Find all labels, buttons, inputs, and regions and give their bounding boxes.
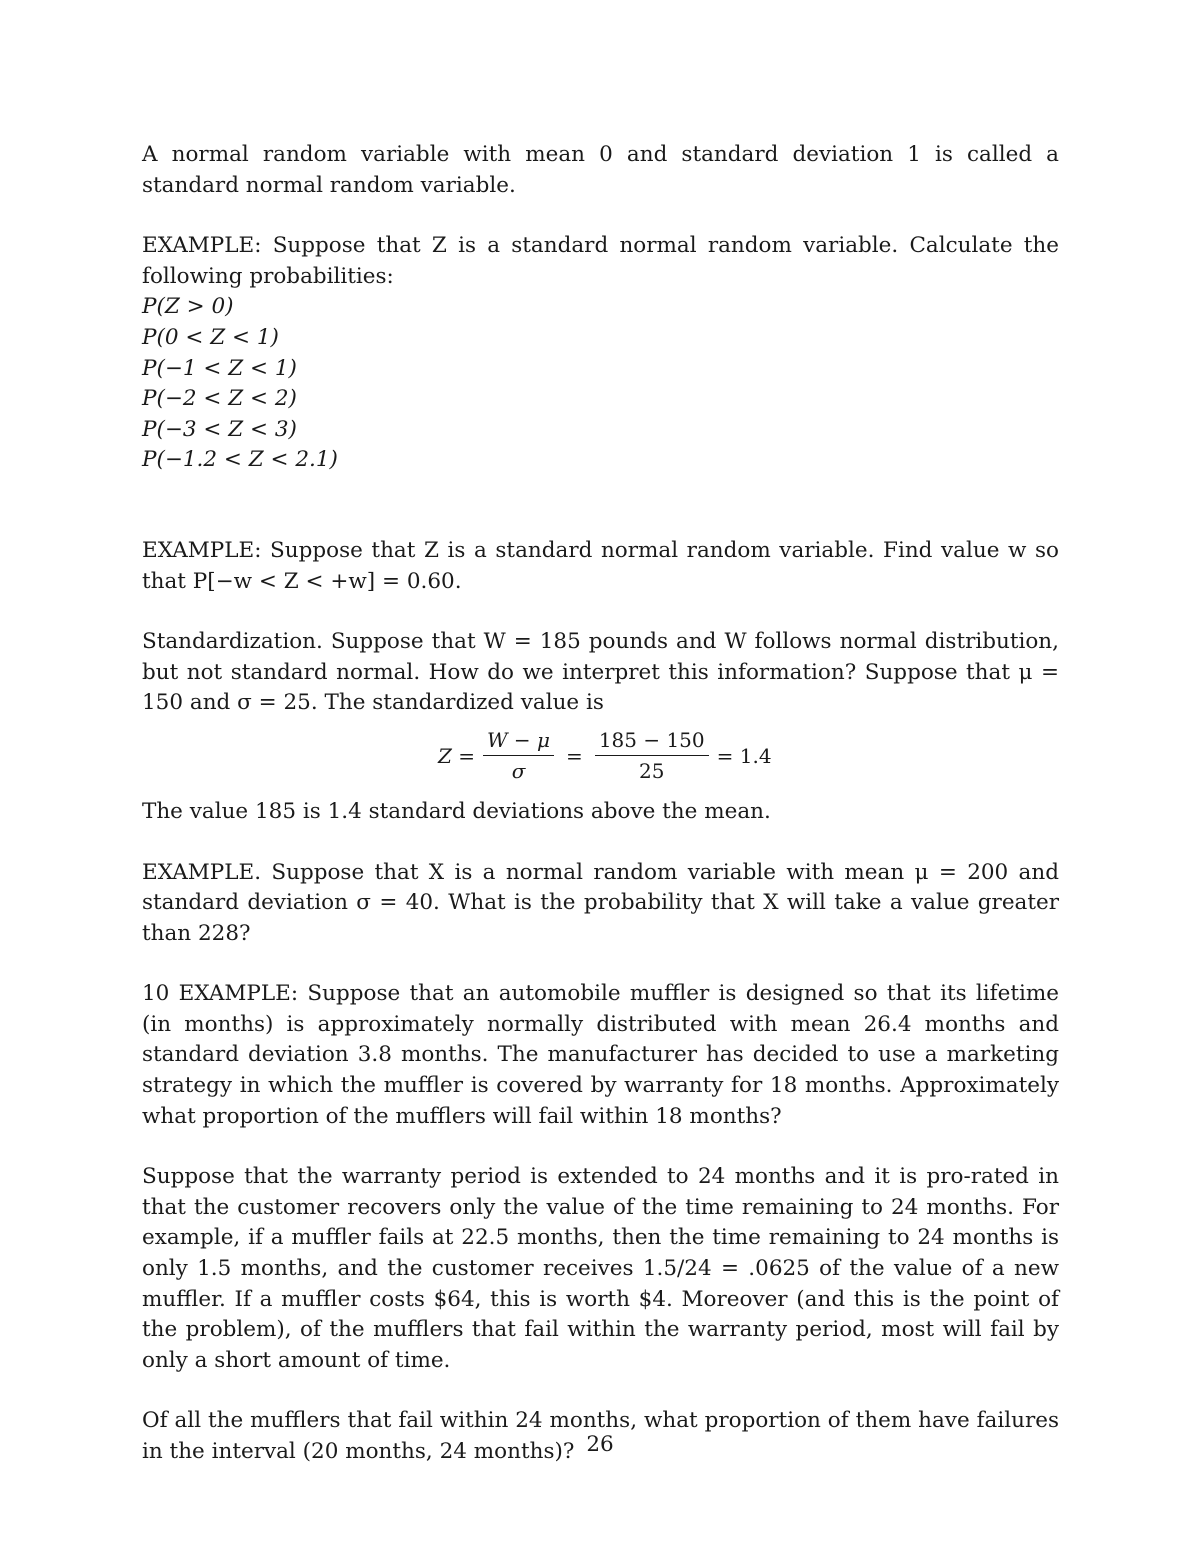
probability-item: P(−1 < Z < 1) [142,355,297,381]
document-page [142,140,1059,1468]
paragraph-interpretation: The value 185 is 1.4 standard deviations above the mean. [142,798,771,824]
paragraph-warranty-prorated: Suppose that the warranty period is extended to 24 months and it is pro-rated in that the customer recovers only the value of the time remaining to 24 months. For example, if a muffler fails at 22.5 months, then the time remaining to 24 months is only 1.5 months, and the customer receives 1.5/24 = .0625 of the value of a new muffler. If a muffler costs $64, this is worth $4. Moreover (and this is the point of the problem), of the mufflers that fail within the warranty period, most will fail by only a short amount of time. [142,1164,1059,1373]
fraction-denominator: 25 [639,759,665,784]
paragraph-example-find-w: EXAMPLE: Suppose that Z is a standard normal random variable. Find value w so that P[−w < Z < +w] = 0.60. [142,537,1059,594]
probability-item: P(0 < Z < 1) [142,324,279,350]
probability-list [142,292,1059,476]
probability-item: P(−3 < Z < 3) [142,416,297,442]
paragraph-standard-normal-definition: A normal random variable with mean 0 and standard deviation 1 is called a standard normal random variable. [142,142,1059,198]
fraction-numerator: 185 − 150 [595,726,709,756]
paragraph-example-probabilities: EXAMPLE: Suppose that Z is a standard normal random variable. Calculate the following probabilities: [142,233,1059,289]
paragraph-example-x-greater-228: EXAMPLE. Suppose that X is a normal random variable with mean μ = 200 and standard deviation σ = 40. What is the probability that X will take a value greater than 228? [142,859,1059,946]
fraction-denominator: σ [511,759,526,784]
equation-fraction-numeric [595,726,709,785]
equals-sign: = [566,743,583,768]
probability-item: P(−2 < Z < 2) [142,386,297,412]
standardization-equation [142,725,1059,787]
equation-fraction-symbolic [483,726,554,785]
equation-result: = 1.4 [716,743,772,768]
paragraph-example-muffler: 10 EXAMPLE: Suppose that an automobile muffler is designed so that its lifetime (in months) is approximately normally distributed with mean 26.4 months and standard deviation 3.8 months. The manufacturer has decided to use a marketing strategy in which the muffler is covered by warranty for 18 months. Approximately what proportion of the mufflers will fail within 18 months? [142,981,1059,1129]
paragraph-question-interval: Of all the mufflers that fail within 24 months, what proportion of them have failures in the interval (20 months, 24 months)? [142,1408,1059,1464]
paragraph-standardization: Standardization. Suppose that W = 185 pounds and W follows normal distribution, but not standard normal. How do we interpret this information? Suppose that μ = 150 and σ = 25. The standardized value is [142,629,1059,716]
fraction-numerator: W − μ [483,726,554,756]
probability-item: P(−1.2 < Z < 2.1) [142,447,338,473]
probability-item: P(Z > 0) [142,294,234,320]
page-number: 26 [586,1432,614,1457]
equation-lhs: Z = [438,743,476,768]
